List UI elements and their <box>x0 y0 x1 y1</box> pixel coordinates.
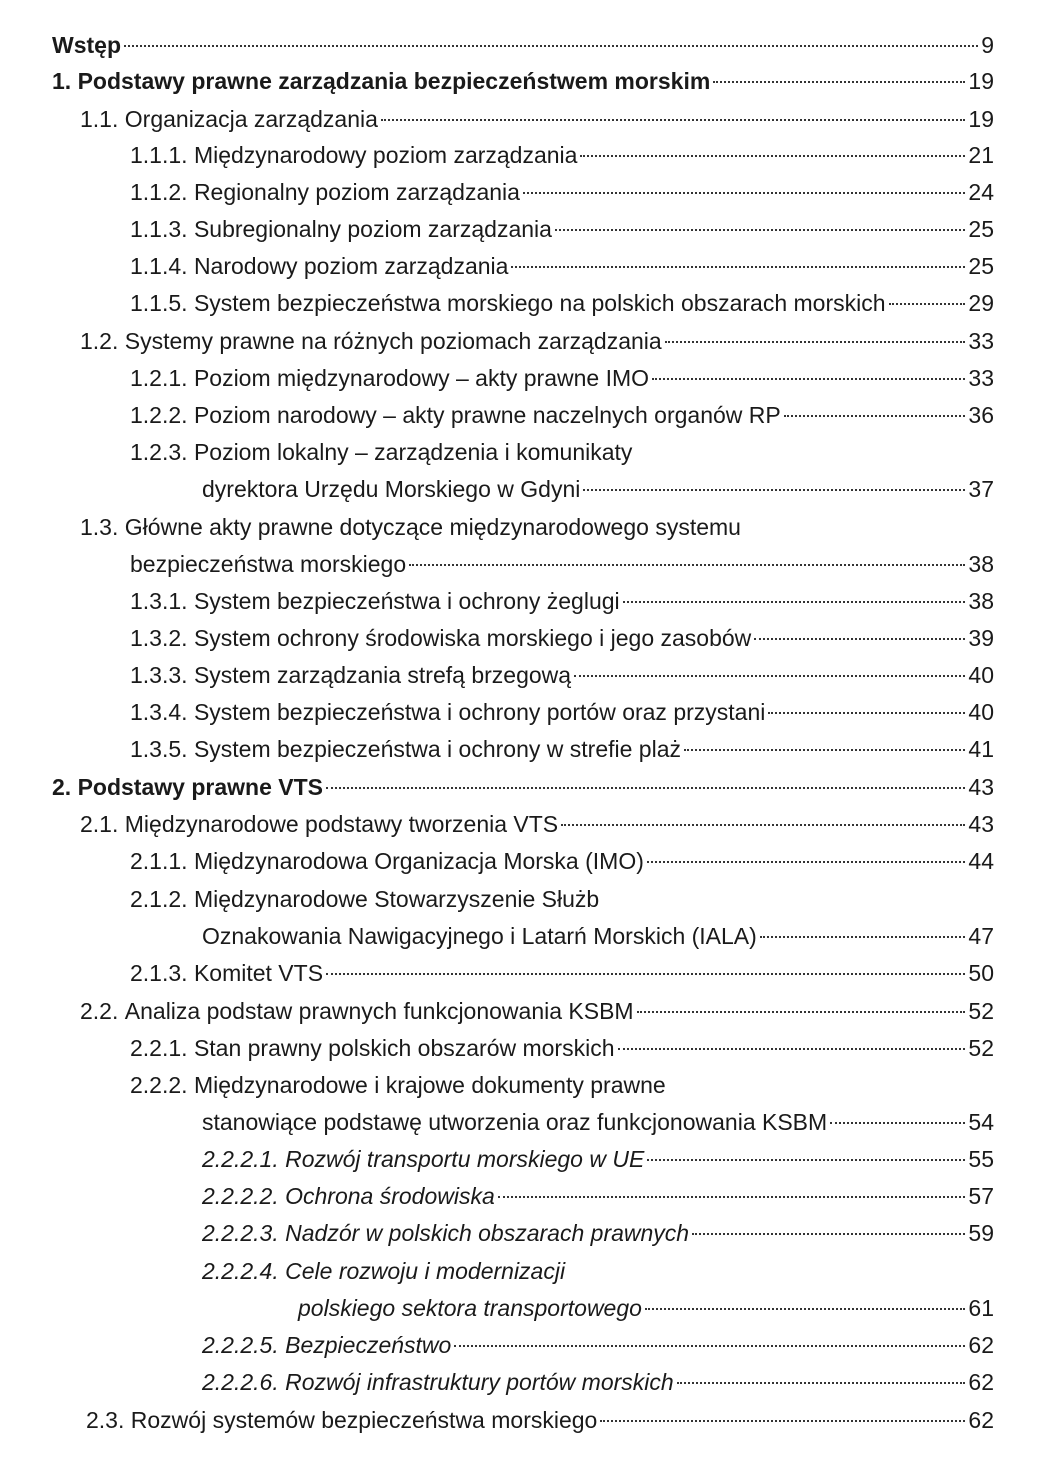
toc-title: System bezpieczeństwa i ochrony w strefie plaż <box>193 736 681 762</box>
toc-number: 1.3.1. <box>130 588 188 614</box>
toc-title: Międzynarodowe podstawy tworzenia VTS <box>124 811 559 837</box>
toc-page-number: 38 <box>968 588 994 614</box>
toc-entry-1-1-3[interactable] <box>130 214 994 244</box>
dot-leader <box>381 119 966 121</box>
toc-number: 2.2. <box>80 998 119 1024</box>
toc-entry-1-2[interactable] <box>80 326 994 356</box>
dot-leader <box>647 861 966 863</box>
toc-page-number: 33 <box>968 328 994 354</box>
toc-number: 2.2.2.3. <box>202 1220 279 1246</box>
toc-page-number: 55 <box>968 1146 994 1172</box>
dot-leader <box>760 936 966 938</box>
toc-number: 1.3.2. <box>130 625 188 651</box>
toc-entry-1-1[interactable] <box>80 104 994 134</box>
dot-leader <box>645 1308 965 1310</box>
toc-number: 1.3.4. <box>130 699 188 725</box>
toc-page-number: 39 <box>968 625 994 651</box>
toc-number: 2.1.1. <box>130 848 188 874</box>
toc-entry-1-3-1[interactable] <box>130 586 994 616</box>
toc-entry-2-2-2-line1[interactable] <box>130 1070 666 1100</box>
dot-leader <box>652 378 965 380</box>
toc-title: Systemy prawne na różnych poziomach zarządzania <box>124 328 662 354</box>
toc-entry-2-2-2-5[interactable] <box>202 1330 994 1360</box>
toc-page-number: 57 <box>968 1183 994 1209</box>
toc-title: polskiego sektora transportowego <box>298 1295 642 1321</box>
dot-leader <box>677 1382 966 1384</box>
dot-leader <box>326 973 965 975</box>
dot-leader <box>692 1233 965 1235</box>
toc-number: 2. <box>52 774 72 800</box>
toc-entry-1-1-2[interactable] <box>130 177 994 207</box>
toc-page-number: 52 <box>968 998 994 1024</box>
toc-entry-1-3-4[interactable] <box>130 697 994 727</box>
toc-entry-2-2-2-4-line1[interactable] <box>202 1256 565 1286</box>
toc-title: stanowiące podstawę utworzenia oraz funkcjonowania KSBM <box>202 1109 828 1135</box>
toc-title: Międzynarodowa Organizacja Morska (IMO) <box>193 848 644 874</box>
toc-page-number: 29 <box>968 290 994 316</box>
toc-page-number: 43 <box>968 774 994 800</box>
toc-title: System bezpieczeństwa i ochrony portów oraz przystani <box>193 699 766 725</box>
toc-number: 1.1.1. <box>130 142 188 168</box>
toc-entry-2-2-2-2[interactable] <box>202 1181 994 1211</box>
toc-entry-2-2-2-1[interactable] <box>202 1144 994 1174</box>
toc-title: Międzynarodowy poziom zarządzania <box>193 142 578 168</box>
toc-title: Narodowy poziom zarządzania <box>193 253 509 279</box>
toc-entry-1-3-3[interactable] <box>130 660 994 690</box>
dot-leader <box>637 1011 966 1013</box>
toc-entry-2-2-2-3[interactable] <box>202 1218 994 1248</box>
toc-entry-1-3-2[interactable] <box>130 623 994 653</box>
toc-title: Subregionalny poziom zarządzania <box>193 216 552 242</box>
toc-title: Ochrona środowiska <box>285 1183 495 1209</box>
toc-entry-1-2-1[interactable] <box>130 363 994 393</box>
toc-title: Poziom międzynarodowy – akty prawne IMO <box>193 365 650 391</box>
dot-leader <box>326 787 965 789</box>
toc-page-number: 61 <box>968 1295 994 1321</box>
toc-number: 1.1.5. <box>130 290 188 316</box>
dot-leader <box>600 1420 965 1422</box>
toc-title: System ochrony środowiska morskiego i jego zasobów <box>193 625 752 651</box>
dot-leader <box>574 675 965 677</box>
toc-entry-2-1-1[interactable] <box>130 846 994 876</box>
toc-number: 1. <box>52 68 72 94</box>
toc-page-number: 50 <box>968 960 994 986</box>
toc-entry-2-1-2-line1[interactable] <box>130 884 599 914</box>
toc-number: 2.1.3. <box>130 960 188 986</box>
toc-entry-2-1-2[interactable] <box>202 921 994 951</box>
dot-leader <box>511 266 965 268</box>
toc-page-number: 25 <box>968 253 994 279</box>
toc-title: Regionalny poziom zarządzania <box>193 179 520 205</box>
toc-number: 2.3. <box>86 1407 125 1433</box>
toc-title: System bezpieczeństwa morskiego na polskich obszarach morskich <box>193 290 886 316</box>
toc-page-number: 52 <box>968 1035 994 1061</box>
toc-number: 1.3. <box>80 514 119 540</box>
toc-number: 1.1.2. <box>130 179 188 205</box>
toc-title: Podstawy prawne VTS <box>77 774 323 800</box>
toc-number: 1.1.3. <box>130 216 188 242</box>
toc-title: Wstęp <box>52 32 121 58</box>
toc-title: Poziom narodowy – akty prawne naczelnych organów RP <box>193 402 781 428</box>
toc-number: 2.2.2.1. <box>202 1146 279 1172</box>
toc-entry-1-2-3-line1[interactable] <box>130 437 632 467</box>
toc-entry-2-2-1[interactable] <box>130 1033 994 1063</box>
toc-page-number: 41 <box>968 736 994 762</box>
toc-number: 1.2. <box>80 328 119 354</box>
dot-leader <box>713 81 965 83</box>
toc-entry-2-1[interactable] <box>80 809 994 839</box>
toc-entry-1-3-5[interactable] <box>130 734 994 764</box>
dot-leader <box>583 489 965 491</box>
toc-number: 2.2.2.5. <box>202 1332 279 1358</box>
toc-entry-2-1-3[interactable] <box>130 958 994 988</box>
toc-number: 1.2.2. <box>130 402 188 428</box>
toc-title-line1: Międzynarodowe i krajowe dokumenty prawne <box>193 1072 666 1098</box>
dot-leader <box>647 1159 965 1161</box>
toc-entry-1-2-3[interactable] <box>202 474 994 504</box>
toc-entry-1-3[interactable] <box>130 549 994 579</box>
toc-number: 1.2.3. <box>130 439 188 465</box>
dot-leader <box>409 564 965 566</box>
toc-number: 1.1. <box>80 106 119 132</box>
toc-page-number: 44 <box>968 848 994 874</box>
toc-number: 2.2.2.4. <box>202 1258 279 1284</box>
toc-title-line1: Cele rozwoju i modernizacji <box>285 1258 566 1284</box>
toc-page-number: 62 <box>968 1407 994 1433</box>
toc-number: 2.2.2.2. <box>202 1183 279 1209</box>
dot-leader <box>889 303 966 305</box>
dot-leader <box>754 638 965 640</box>
toc-entry-1[interactable] <box>52 66 994 96</box>
toc-page-number: 24 <box>968 179 994 205</box>
toc-entry-1-1-5[interactable] <box>130 288 994 318</box>
dot-leader <box>124 45 978 47</box>
dot-leader <box>784 415 966 417</box>
toc-number: 2.2.1. <box>130 1035 188 1061</box>
toc-entry-1-2-2[interactable] <box>130 400 994 430</box>
toc-page-number: 36 <box>968 402 994 428</box>
toc-title: Rozwój infrastruktury portów morskich <box>285 1369 674 1395</box>
toc-number: 1.3.3. <box>130 662 188 688</box>
toc-title: Nadzór w polskich obszarach prawnych <box>285 1220 690 1246</box>
toc-title: Oznakowania Nawigacyjnego i Latarń Morskich (IALA) <box>202 923 757 949</box>
dot-leader <box>665 341 966 343</box>
toc-page-number: 59 <box>968 1220 994 1246</box>
toc-page-number: 25 <box>968 216 994 242</box>
dot-leader <box>830 1122 965 1124</box>
toc-title: Analiza podstaw prawnych funkcjonowania KSBM <box>124 998 634 1024</box>
toc-number: 2.1.2. <box>130 886 188 912</box>
dot-leader <box>498 1196 966 1198</box>
toc-number: 1.3.5. <box>130 736 188 762</box>
toc-page-number: 40 <box>968 662 994 688</box>
toc-number: 1.2.1. <box>130 365 188 391</box>
toc-title: Bezpieczeństwo <box>285 1332 452 1358</box>
dot-leader <box>561 824 965 826</box>
toc-page-number: 38 <box>968 551 994 577</box>
toc-title: bezpieczeństwa morskiego <box>130 551 407 577</box>
dot-leader <box>618 1048 966 1050</box>
toc-page-number: 43 <box>968 811 994 837</box>
toc-number: 2.2.2. <box>130 1072 188 1098</box>
toc-entry-2-2-2-4[interactable] <box>298 1293 994 1323</box>
toc-title-line1: Poziom lokalny – zarządzenia i komunikaty <box>193 439 633 465</box>
toc-entry-2[interactable] <box>52 772 994 802</box>
toc-title: Rozwój systemów bezpieczeństwa morskiego <box>130 1407 598 1433</box>
toc-page-number: 9 <box>981 32 994 58</box>
toc-entry-wstep[interactable] <box>52 30 994 60</box>
toc-entry-2-2-2-6[interactable] <box>202 1367 994 1397</box>
toc-page-number: 62 <box>968 1332 994 1358</box>
toc-entry-2-2-2[interactable] <box>202 1107 994 1137</box>
toc-title: Stan prawny polskich obszarów morskich <box>193 1035 615 1061</box>
toc-title: System zarządzania strefą brzegową <box>193 662 572 688</box>
dot-leader <box>454 1345 965 1347</box>
dot-leader <box>684 749 965 751</box>
toc-page-number: 54 <box>968 1109 994 1135</box>
toc-entry-2-3[interactable] <box>86 1405 994 1435</box>
toc-entry-1-1-1[interactable] <box>130 140 994 170</box>
toc-title: dyrektora Urzędu Morskiego w Gdyni <box>202 476 581 502</box>
dot-leader <box>580 155 965 157</box>
toc-title: Rozwój transportu morskiego w UE <box>285 1146 645 1172</box>
toc-page-number: 19 <box>968 106 994 132</box>
toc-page-number: 40 <box>968 699 994 725</box>
toc-title-line1: Główne akty prawne dotyczące międzynarodowego systemu <box>124 514 741 540</box>
toc-entry-1-3-line1[interactable] <box>80 512 741 542</box>
dot-leader <box>623 601 966 603</box>
toc-title: Organizacja zarządzania <box>124 106 378 132</box>
toc-entry-1-1-4[interactable] <box>130 251 994 281</box>
toc-title: System bezpieczeństwa i ochrony żeglugi <box>193 588 620 614</box>
dot-leader <box>555 229 965 231</box>
toc-number: 1.1.4. <box>130 253 188 279</box>
toc-page-number: 47 <box>968 923 994 949</box>
toc-entry-2-2[interactable] <box>80 996 994 1026</box>
dot-leader <box>523 192 965 194</box>
toc-page-number: 37 <box>968 476 994 502</box>
toc-page-number: 62 <box>968 1369 994 1395</box>
toc-page-number: 21 <box>968 142 994 168</box>
dot-leader <box>768 712 965 714</box>
toc-number: 2.2.2.6. <box>202 1369 279 1395</box>
toc-title: Podstawy prawne zarządzania bezpieczeństwem morskim <box>77 68 711 94</box>
toc-page-number: 33 <box>968 365 994 391</box>
toc-number: 2.1. <box>80 811 119 837</box>
toc-title: Komitet VTS <box>193 960 324 986</box>
toc-title-line1: Międzynarodowe Stowarzyszenie Służb <box>193 886 600 912</box>
toc-page-number: 19 <box>968 68 994 94</box>
